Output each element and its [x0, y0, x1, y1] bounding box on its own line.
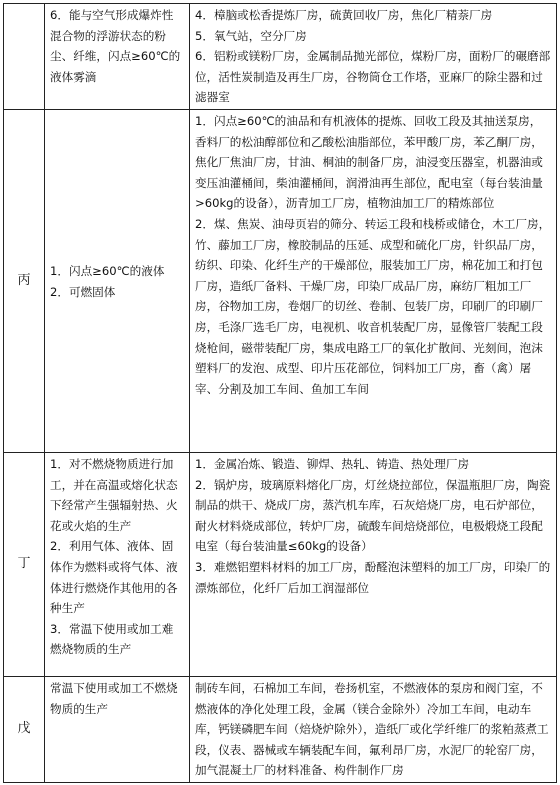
example-item: 6．铝粉或镁粉厂房，金属制品抛光部位，煤粉厂房，面粉厂的碾磨部位，活性炭制造及再生厂房，谷物筒仓工作塔，亚麻厂的除尘器和过滤器室 — [195, 49, 551, 105]
features-cell — [45, 453, 190, 677]
category-cell: 丙 — [4, 110, 45, 453]
feature-item: 1．闪点≥60℃的液体 — [50, 263, 165, 278]
feature-item: 1．对不燃烧物质进行加工，并在高温或熔化状态下经常产生强辐射热、火花或火焰的生产 — [50, 457, 178, 533]
table-row — [4, 4, 557, 110]
table-row — [4, 677, 557, 783]
table-row — [4, 453, 557, 677]
example-item: 3．难燃铝塑料材料的加工厂房，酚醛泡沫塑料的加工厂房，印染厂的漂炼部位，化纤厂后加工润湿部位 — [195, 559, 551, 595]
table-row — [4, 110, 557, 453]
features-cell — [45, 4, 190, 110]
examples-cell — [190, 677, 557, 783]
example-item: 4．樟脑或松香提炼厂房，硫黄回收厂房，焦化厂精萘厂房 — [195, 8, 493, 22]
example-item: 2．煤、焦炭、油母页岩的筛分、转运工段和栈桥或储仓，木工厂房，竹、藤加工厂房，橡胶制品的压延、成型和硫化厂房，针织品厂房，纺织、印染、化纤生产的干燥部位，服装加工厂房，棉花加工和打包厂房，造纸厂备料、干燥厂房，印染厂成品厂房，麻纺厂粗加工厂房，谷物加工房，卷烟厂的切丝、卷制、包装厂房，印刷厂的印刷厂房，毛涤厂选毛厂房，电视机、收音机装配厂房，显像管厂装配工段烧枪间，磁带装配厂房，集成电路工厂的氧化扩散间、光刻间，泡沫塑料厂的发泡、成型、印片压花部位，饲料加工厂房，畜（禽）屠宰、分割及加工车间、鱼加工车间 — [195, 216, 551, 396]
examples-cell — [190, 110, 557, 453]
example-item: 2．锅炉房，玻璃原料熔化厂房，灯丝烧拉部位，保温瓶胆厂房，陶瓷制品的烘干、烧成厂房，蒸汽机车库，石灰焙烧厂房，电石炉部位，耐火材料烧成部位，转炉厂房，硫酸车间焙烧部位，电极煅烧工段配电室（每台装油量≤60kg的设备） — [195, 477, 551, 554]
example-item: 5．氧气站，空分厂房 — [195, 28, 307, 43]
category-cell: 丁 — [4, 453, 45, 677]
feature-item: 6．能与空气形成爆炸性混合物的浮游状态的粉尘、纤维，闪点≥60℃的液体雾滴 — [50, 8, 181, 84]
example-item: 1．金属冶炼、锻造、铆焊、热轧、铸造、热处理厂房 — [195, 457, 470, 471]
hazard-classification-table — [3, 3, 557, 783]
features-cell — [45, 677, 190, 783]
feature-item: 2．可燃固体 — [50, 284, 116, 299]
feature-item: 2．利用气体、液体、固体作为燃料或将气体、液体进行燃烧作其他用的各种生产 — [50, 539, 178, 616]
example-item: 制砖车间，石棉加工车间，卷扬机室，不燃液体的泵房和阀门室，不燃液体的净化处理工段，金属（镁合金除外）冷加工车间，电动车库，钙镁磷肥车间（焙烧炉除外），造纸厂或化学纤维厂的浆粕蒸煮工段，仪表、器械或车辆装配车间，氟利昂厂房，水泥厂的轮窑厂房，加气混凝土厂的材料准备、构件制作厂房 — [195, 681, 549, 778]
example-item: 1．闪点≥60℃的油品和有机液体的提炼、回收工段及其抽送泵房，香料厂的松油醇部位和乙酸松油脂部位，苯甲酸厂房，苯乙酮厂房，焦化厂焦油厂房，甘油、桐油的制备厂房，油浸变压器室，机器油或变压油灌桶间，柴油灌桶间，润滑油再生部位，配电室（每台装油量>60kg的设备），沥青加工厂房，植物油加工厂的精炼部位 — [195, 114, 543, 211]
feature-item: 常温下使用或加工不燃烧物质的生产 — [50, 681, 178, 716]
features-cell — [45, 110, 190, 453]
examples-cell — [190, 453, 557, 677]
category-cell — [4, 4, 45, 110]
feature-item: 3．常温下使用或加工难燃烧物质的生产 — [50, 621, 174, 657]
examples-cell — [190, 4, 557, 110]
category-cell: 戊 — [4, 677, 45, 783]
